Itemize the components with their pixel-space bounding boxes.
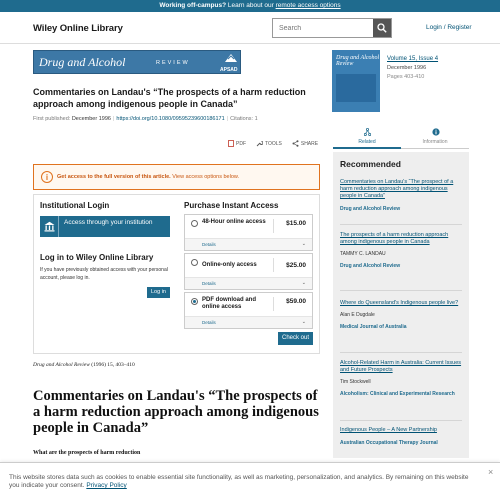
recommended-author: TAMMY C. LANDAU [340,251,386,257]
divider [340,352,462,353]
access-notice-text [57,174,239,180]
share-button[interactable] [292,140,318,147]
remote-access-link[interactable]: remote access options [275,2,341,9]
pdf-label: PDF [236,140,246,147]
article-title: Commentaries on Landau's “The prospects of a harm reduction approach among indigenous people in Canada” [33,87,306,109]
first-published-date: December 1996 [71,116,111,122]
close-icon[interactable]: × [488,467,494,477]
recommended-article-link[interactable]: Where do Queensland's Indigenous people live? [340,300,459,306]
log-in-button[interactable]: Log in [147,287,170,298]
share-icon [292,140,299,147]
details-label: Details [202,320,216,325]
journal-banner-subtitle: REVIEW [156,60,190,66]
share-label: SHARE [300,140,319,147]
journal-cover[interactable] [332,50,380,112]
search-input[interactable] [273,19,375,37]
wrench-icon [256,140,263,147]
list-item [340,360,464,398]
banner-text: Learn about our [226,2,276,9]
divider [340,224,462,225]
chevron-down-icon: ⌄ [301,280,306,286]
purchase-option-main [185,293,312,317]
option-price: $59.00 [286,298,306,305]
list-item [340,300,464,331]
meta-separator: | [112,116,115,122]
wol-login-description: If you have previously obtained access with your personal account, please log in. [40,267,168,281]
list-item [340,427,464,447]
issue-pages: Pages 403-410 [387,74,425,80]
remote-access-banner [0,0,500,12]
recommended-article-link[interactable]: Alcohol-Related Harm in Australia: Current Issues and Future Prospects [340,360,462,373]
purchase-option-online-only[interactable] [184,253,313,290]
recommended-article-link[interactable]: The prospects of a harm reduction approach among indigenous people in Canada [340,232,449,245]
purchase-option-48-hour[interactable] [184,214,313,251]
details-label: Details [202,281,216,286]
search-box [272,18,392,38]
related-icon [364,128,371,136]
access-panel [33,194,320,354]
search-icon [377,23,387,33]
view-access-options-link[interactable]: View access options below. [170,174,240,180]
tab-information-label: Information [422,139,448,145]
recommended-article-link[interactable]: Commentaries on Landau's “The prospect of a harm reduction approach among indigenous people in Canada” [340,179,454,199]
cover-image [336,74,376,102]
option-divider [273,297,274,311]
institution-access-label: Access through your institution [64,219,153,226]
search-button[interactable] [373,19,391,37]
meta-separator: | [226,116,229,122]
option-divider [273,219,274,233]
recommended-article-link[interactable]: Indigenous People – A New Partnership [340,427,437,433]
information-icon [432,128,440,136]
option-name: PDF download and online access [202,297,256,310]
tab-related-label: Related [358,139,376,145]
option-divider [273,258,274,272]
scan-title: Commentaries on Landau's “The prospects of a harm reduction approach among indigenous people in Canada” [33,388,319,436]
list-item [340,179,464,213]
scan-journal-name: Drug and Alcohol Review [33,362,90,368]
citations-count[interactable]: Citations: 1 [230,116,258,122]
pdf-button[interactable] [228,140,246,147]
cover-title: Drug and Alcohol Review [336,55,380,67]
option-price: $15.00 [286,220,306,227]
access-notice [33,164,320,190]
recommended-journal[interactable]: Drug and Alcohol Review [340,263,401,269]
recommended-author: Alan E Dugdale [340,312,375,318]
tab-information[interactable] [401,125,469,149]
checkout-button[interactable]: Check out [278,332,313,345]
doi-link[interactable]: https://doi.org/10.1080/09595239600186171 [116,116,225,122]
recommended-panel [333,152,469,458]
access-notice-bold: Get access to the full version of this article. [57,174,171,180]
list-item [340,232,464,270]
article-tools [228,140,318,147]
article-first-page-preview [33,362,321,456]
wiley-logo[interactable]: Wiley Online Library [33,23,123,34]
issue-link[interactable]: Volume 15, Issue 4 [387,56,439,62]
privacy-policy-link[interactable]: Privacy Policy [86,482,127,489]
option-details-toggle[interactable] [185,278,312,289]
journal-banner-title: Drug and Alcohol [39,55,126,69]
recommended-title: Recommended [340,159,401,169]
recommended-journal[interactable]: Australian Occupational Therapy Journal [340,440,438,446]
chevron-down-icon: ⌄ [301,319,306,325]
cookie-consent-text [9,474,479,490]
recommended-author: Tim Stockwell [340,379,371,385]
banner-bold-text: Working off-campus? [159,2,227,9]
option-price: $25.00 [286,262,306,269]
divider [340,420,462,421]
recommended-journal[interactable]: Medical Journal of Australia [340,324,407,330]
recommended-journal[interactable]: Alcoholism: Clinical and Experimental Research [340,391,455,397]
cookie-consent-bar [0,462,500,500]
info-icon: i [41,171,53,183]
tools-label: TOOLS [265,140,282,147]
radio-button-selected[interactable] [191,298,198,305]
wol-login-title: Log in to Wiley Online Library [40,253,154,262]
journal-banner[interactable] [33,50,241,74]
issue-date: December 1996 [387,65,427,71]
option-details-toggle[interactable] [185,239,312,250]
radio-button[interactable] [191,259,198,266]
tools-button[interactable] [256,140,282,147]
recommended-journal[interactable]: Drug and Alcohol Review [340,206,401,212]
option-name: Online-only access [202,262,257,268]
first-published-label: First published: [33,116,72,122]
institution-access-button[interactable] [40,216,170,237]
purchase-option-main [185,254,312,278]
details-label: Details [202,242,216,247]
divider [340,290,462,291]
purchase-title: Purchase Instant Access [184,201,279,210]
chevron-down-icon: ⌄ [301,241,306,247]
scan-issue: (1996) 15, 403–410 [89,362,135,368]
article-meta [33,116,258,122]
site-header [0,12,500,44]
pdf-icon [228,140,234,147]
sidebar-tabs [333,125,469,149]
radio-button[interactable] [191,220,198,227]
tab-related[interactable] [333,125,401,149]
scan-subheading: What are the prospects of harm reduction [33,450,141,456]
option-details-toggle[interactable] [185,317,312,328]
cookie-text: This website stores data such as cookies to enable essential site functionality, as well as marketing, personalization, and analytics. By remaining on this website you indicate your consent. [9,474,469,489]
scan-journal-line [33,362,321,368]
option-name: 48-Hour online access [202,219,266,225]
apsad-logo-icon [224,54,238,66]
journal-banner-org: APSAD [220,67,238,73]
institutional-login-title: Institutional Login [40,201,110,210]
institution-icon [40,216,59,237]
purchase-option-main [185,215,312,239]
purchase-option-pdf-download[interactable] [184,292,313,329]
login-register-link[interactable]: Login / Register [426,24,472,31]
